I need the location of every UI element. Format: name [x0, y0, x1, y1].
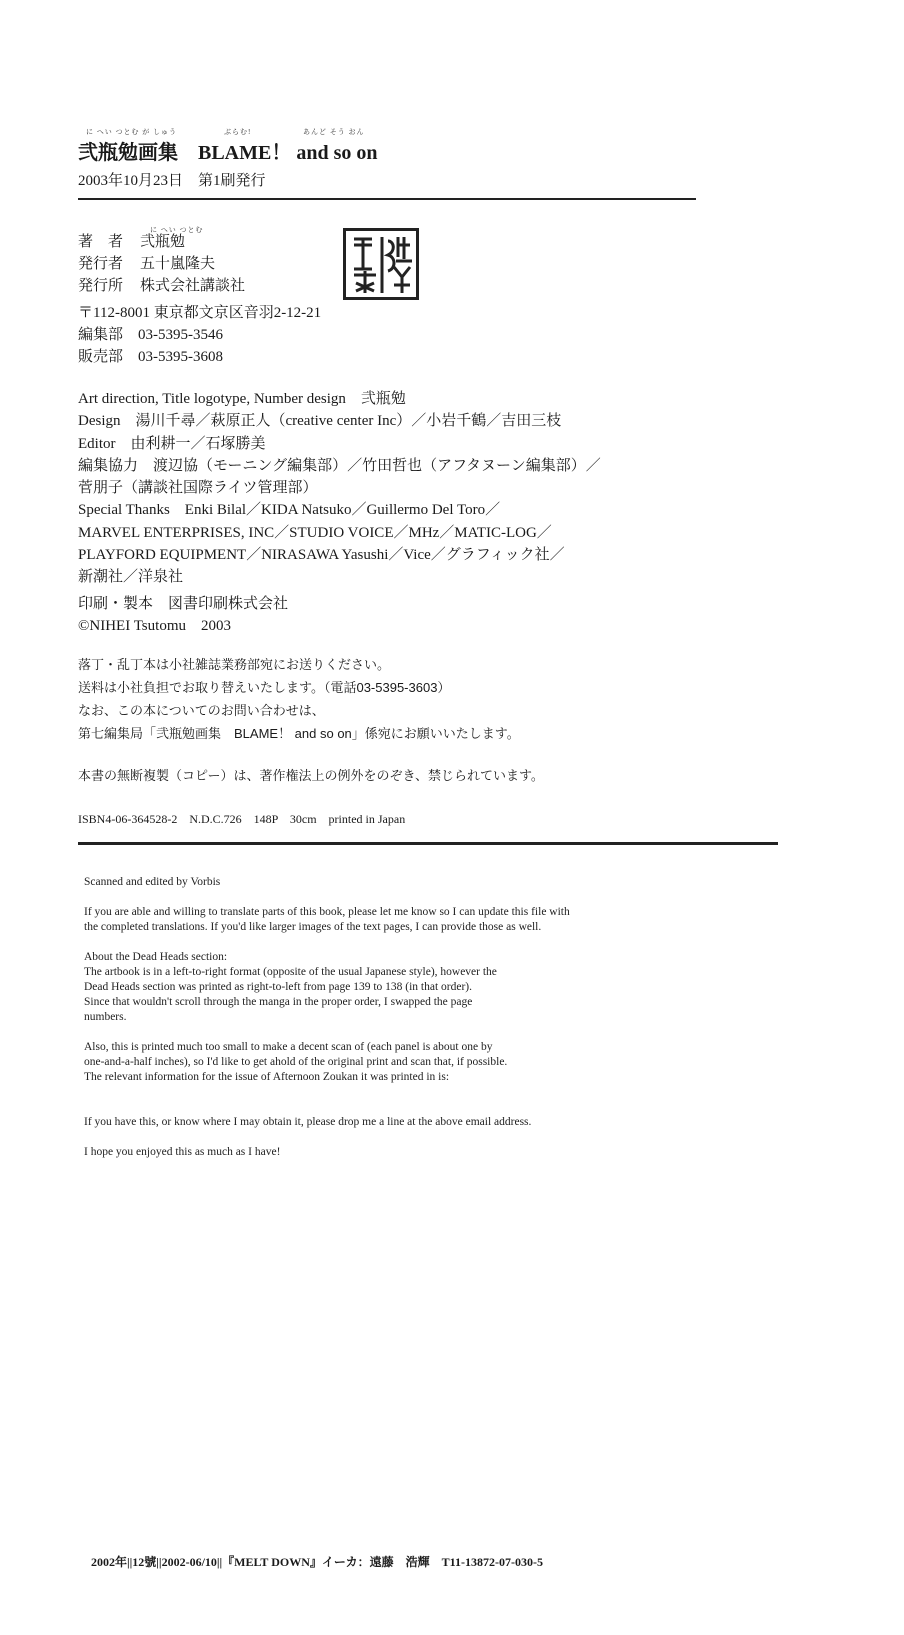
publisher-name: 五十嵐隆夫: [140, 256, 216, 272]
seal-glyph-icon: [346, 231, 416, 297]
seal-stamp: [343, 228, 419, 300]
staff-line: 編集協力 渡辺協（モーニング編集部）／竹田哲也（アフタヌーン編集部）／: [78, 457, 601, 474]
contact-note: If you have this, or know where I may obtain it, please drop me a line at the above email address.: [84, 1116, 532, 1128]
copyright-notice: 本書の無断複製（コピー）は、著作権法上の例外をのぞき、禁じられています。: [78, 768, 544, 783]
copyright-line: ©NIHEI Tsutomu 2003: [78, 618, 231, 634]
closing-note: I hope you enjoyed this as much as I have!: [84, 1146, 281, 1158]
staff-line: Art direction, Title logotype, Number design 弐瓶勉: [78, 391, 406, 407]
sales-phone: 販売部 03-5395-3608: [78, 349, 223, 365]
address-block: [78, 302, 321, 368]
notice-line: 第七編集局「弐瓶勉画集 BLAME！ and so on」係宛にお願いいたします。: [78, 726, 520, 741]
notice-line: 落丁・乱丁本は小社雑誌業務部宛にお送りください。: [78, 657, 391, 672]
notice-line: 送料は小社負担でお取り替えいたします。（電話03-5395-3603）: [78, 680, 451, 695]
author-row: [78, 231, 245, 253]
scanner-notes: [84, 875, 570, 1160]
issue-footer: 2002年||12號||2002-06/10||『MELT DOWN』イーカ：遠藤 浩輝 T11-13872-07-030-5: [91, 1555, 543, 1569]
title-ruby: に へい つとむ が しゅう: [86, 128, 177, 136]
address-line: 〒112-8001 東京都文京区音羽2-12-21: [78, 305, 322, 321]
printing-block: [78, 593, 288, 637]
author-ruby: に へい つとむ: [150, 226, 204, 234]
author-name: 弐瓶勉: [140, 234, 186, 250]
editorial-phone: 編集部 03-5395-3546: [78, 327, 223, 343]
publisher-label: 発行者: [78, 256, 124, 272]
translate-note: If you are able and willing to translate parts of this book, please let me know so I can update this file with the completed translations. If you'd like larger images of the text pages, I can provide those as well.: [84, 906, 570, 933]
staff-line: 菅朋子（講談社国際ライツ管理部）: [78, 480, 318, 497]
isbn-line: ISBN4-06-364528-2 N.D.C.726 148P 30cm printed in Japan: [78, 812, 406, 826]
header-rule: [78, 198, 696, 200]
company-name: 株式会社講談社: [140, 278, 246, 294]
staff-line: Design 湯川千尋／萩原正人（creative center Inc）／小岩千鶴／吉田三枝: [78, 413, 562, 430]
credits-block: [78, 231, 245, 297]
staff-line: Special Thanks Enki Bilal／KIDA Natsuko／Guillermo Del Toro／: [78, 502, 501, 519]
company-label: 発行所: [78, 278, 124, 294]
staff-line: 新潮社／洋泉社: [78, 569, 184, 586]
staff-line: Editor 由利耕一／石塚勝美: [78, 435, 266, 452]
staff-line: MARVEL ENTERPRISES, INC／STUDIO VOICE／MHz／MATIC-LOG／: [78, 524, 552, 541]
staff-line: PLAYFORD EQUIPMENT／NIRASAWA Yasushi／Vice／グラフィック社／: [78, 547, 565, 564]
andsoon-ruby: あんど そう おん: [303, 128, 365, 136]
printer-line: 印刷・製本 図書印刷株式会社: [78, 596, 289, 612]
book-title: 弐瓶勉画集 BLAME！ and so on: [78, 142, 378, 164]
scan-credit: Scanned and edited by Vorbis: [84, 876, 221, 888]
isbn-rule: [78, 842, 778, 845]
publisher-row: [78, 253, 245, 275]
print-size-note: Also, this is printed much too small to make a decent scan of (each panel is about one by one-and-a-half inches), so I'd like to get ahold of the original print and scan that, if possible. The relevant information for the issue of Afternoon Zoukan it was printed in is:: [84, 1041, 508, 1083]
dead-heads-note: About the Dead Heads section: The artbook is in a left-to-right format (opposite of the usual Japanese style), however the Dead Heads section was printed as right-to-left from page 139 to 138 (in that order). Since that wouldn't scroll through the manga in the proper order, I swapped the page numbers.: [84, 951, 497, 1023]
staff-block: [78, 388, 601, 589]
notices-block: [78, 653, 520, 745]
company-row: [78, 275, 245, 297]
notice-line: なお、この本についてのお問い合わせは、: [78, 703, 325, 718]
author-label: 著 者: [78, 234, 124, 250]
blame-ruby: ぶらむ!: [224, 128, 252, 136]
publish-date: 2003年10月23日 第1刷発行: [78, 173, 266, 189]
